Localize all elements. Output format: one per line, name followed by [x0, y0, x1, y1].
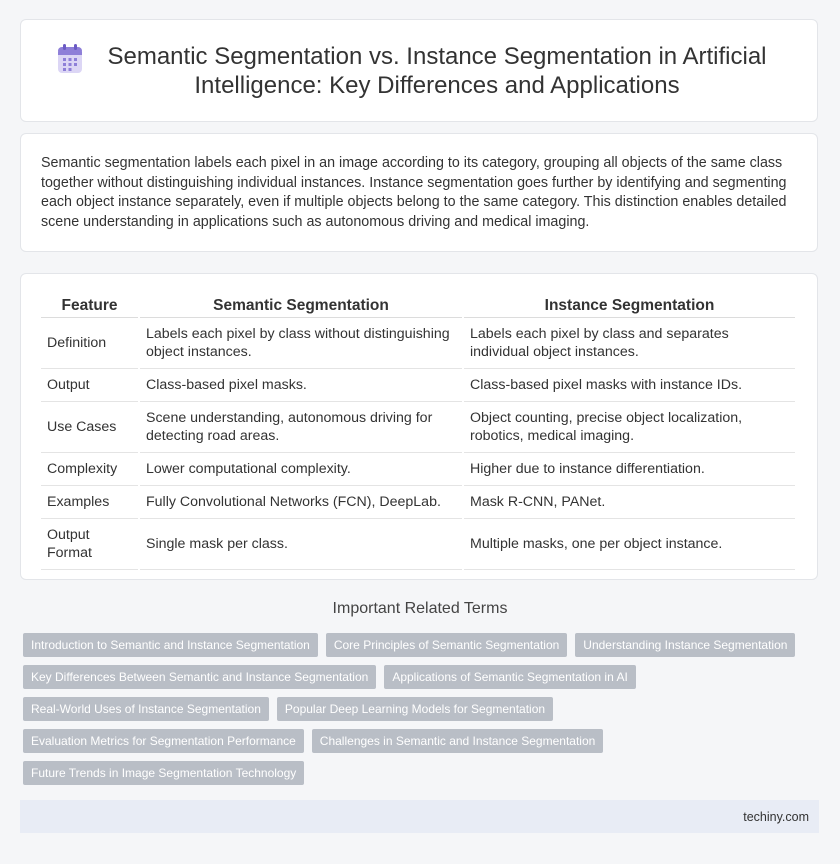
related-terms-heading: Important Related Terms	[332, 600, 508, 617]
feature-cell: Definition	[41, 318, 138, 369]
header-instance: Instance Segmentation	[464, 290, 795, 318]
semantic-cell: Scene understanding, autonomous driving for detecting road areas.	[140, 402, 462, 453]
table-header-row	[41, 290, 795, 318]
related-term-tag[interactable]: Challenges in Semantic and Instance Segmentation	[312, 729, 604, 753]
feature-cell: Complexity	[41, 453, 138, 486]
header-feature: Feature	[41, 290, 138, 318]
instance-cell: Mask R-CNN, PANet.	[464, 486, 795, 519]
related-term-tag[interactable]: Evaluation Metrics for Segmentation Performance	[23, 729, 304, 753]
related-term-tag[interactable]: Real-World Uses of Instance Segmentation	[23, 697, 269, 721]
page-title: Semantic Segmentation vs. Instance Segmentation in Artificial Intelligence: Key Differences and Applications	[107, 42, 767, 99]
feature-cell: Output Format	[41, 519, 138, 570]
related-term-tag[interactable]: Popular Deep Learning Models for Segmentation	[277, 697, 553, 721]
header-card	[20, 19, 818, 122]
comparison-table-card	[20, 273, 818, 580]
table-row	[41, 453, 795, 486]
related-term-tag[interactable]: Key Differences Between Semantic and Instance Segmentation	[23, 665, 376, 689]
instance-cell: Higher due to instance differentiation.	[464, 453, 795, 486]
table-row	[41, 369, 795, 402]
instance-cell: Class-based pixel masks with instance IDs.	[464, 369, 795, 402]
instance-cell: Multiple masks, one per object instance.	[464, 519, 795, 570]
semantic-cell: Class-based pixel masks.	[140, 369, 462, 402]
instance-cell: Labels each pixel by class and separates individual object instances.	[464, 318, 795, 369]
footer-site-link[interactable]: techiny.com	[743, 809, 809, 824]
semantic-cell: Single mask per class.	[140, 519, 462, 570]
semantic-cell: Fully Convolutional Networks (FCN), DeepLab.	[140, 486, 462, 519]
related-terms-list	[23, 633, 813, 785]
table-row	[41, 486, 795, 519]
semantic-cell: Lower computational complexity.	[140, 453, 462, 486]
document-icon	[57, 44, 83, 74]
related-term-tag[interactable]: Understanding Instance Segmentation	[575, 633, 795, 657]
feature-cell: Examples	[41, 486, 138, 519]
header-semantic: Semantic Segmentation	[140, 290, 462, 318]
intro-paragraph: Semantic segmentation labels each pixel in an image according to its category, grouping all objects of the same class together without distinguishing individual instances. Instance segmentation goes further by identifying and segmenting each object instance separately, even if multiple objects belong to the same category. This distinction enables detailed scene understanding in applications such as autonomous driving and medical imaging.	[41, 155, 787, 230]
intro-card	[20, 133, 818, 252]
comparison-table	[39, 290, 797, 570]
semantic-cell: Labels each pixel by class without distinguishing object instances.	[140, 318, 462, 369]
footer	[20, 800, 819, 833]
table-row	[41, 402, 795, 453]
table-row	[41, 318, 795, 369]
table-row	[41, 519, 795, 570]
related-term-tag[interactable]: Core Principles of Semantic Segmentation	[326, 633, 567, 657]
feature-cell: Output	[41, 369, 138, 402]
related-term-tag[interactable]: Applications of Semantic Segmentation in AI	[384, 665, 635, 689]
related-term-tag[interactable]: Introduction to Semantic and Instance Segmentation	[23, 633, 318, 657]
related-term-tag[interactable]: Future Trends in Image Segmentation Technology	[23, 761, 304, 785]
instance-cell: Object counting, precise object localization, robotics, medical imaging.	[464, 402, 795, 453]
feature-cell: Use Cases	[41, 402, 138, 453]
